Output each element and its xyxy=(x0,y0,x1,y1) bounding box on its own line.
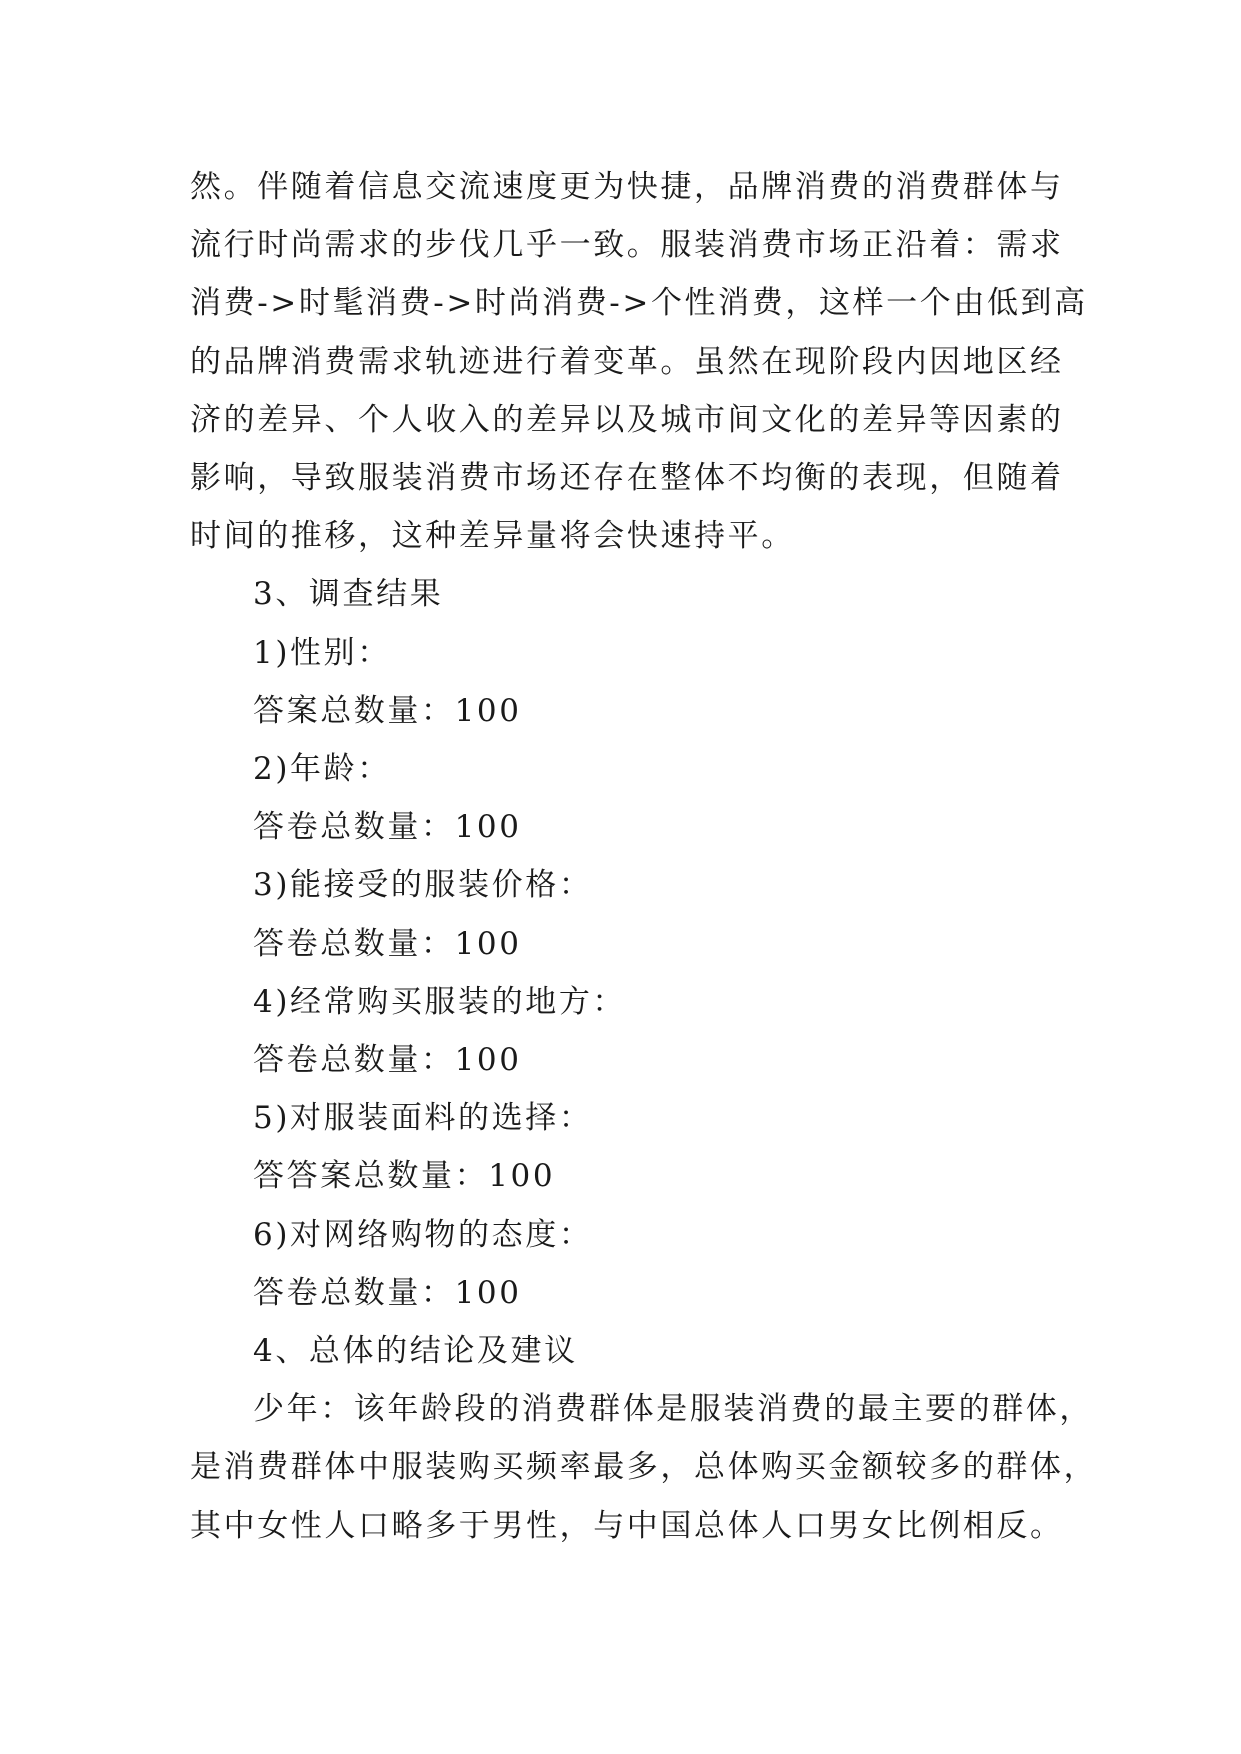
survey-question-price: 3)能接受的服装价格： xyxy=(253,867,593,904)
text-line: 济的差异、个人收入的差异以及城市间文化的差异等因素的 xyxy=(190,401,1064,438)
text-line: 是消费群体中服装购买频率最多，总体购买金额较多的群体， xyxy=(190,1449,1098,1486)
survey-answer-count: 答卷总数量：100 xyxy=(253,809,522,846)
conclusion-paragraph xyxy=(190,1380,1098,1555)
text-line: 然。伴随着信息交流速度更为快捷，品牌消费的消费群体与 xyxy=(190,169,1064,205)
survey-question-age: 2)年龄： xyxy=(253,751,391,788)
text-line: 少年：该年龄段的消费群体是服装消费的最主要的群体， xyxy=(253,1391,1093,1428)
intro-paragraph xyxy=(190,158,1088,565)
survey-answer-count: 答案总数量：100 xyxy=(253,692,522,729)
text-line: 时间的推移，这种差异量将会快速持平。 xyxy=(190,518,795,555)
survey-question-gender: 1)性别： xyxy=(253,634,391,671)
survey-question-online-shopping: 6)对网络购物的态度： xyxy=(253,1216,593,1253)
survey-answer-count: 答卷总数量：100 xyxy=(253,925,522,962)
survey-question-fabric: 5)对服装面料的选择： xyxy=(253,1100,593,1137)
text-line: 其中女性人口略多于男性，与中国总体人口男女比例相反。 xyxy=(190,1507,1064,1544)
text-line: 的品牌消费需求轨迹进行着变革。虽然在现阶段内因地区经 xyxy=(190,343,1064,380)
survey-question-purchase-place: 4)经常购买服装的地方： xyxy=(253,983,627,1020)
document-body xyxy=(190,158,1098,1555)
survey-answer-count: 答卷总数量：100 xyxy=(253,1274,522,1311)
section-heading-survey-results: 3、调查结果 xyxy=(253,576,444,613)
text-line: 影响，导致服装消费市场还存在整体不均衡的表现，但随着 xyxy=(190,460,1064,497)
text-line: 消费->时髦消费->时尚消费->个性消费，这样一个由低到高 xyxy=(190,285,1088,322)
survey-answer-count: 答卷总数量：100 xyxy=(253,1042,522,1079)
section-heading-conclusions: 4、总体的结论及建议 xyxy=(253,1333,578,1370)
survey-answer-count: 答答案总数量：100 xyxy=(253,1158,556,1195)
text-line: 流行时尚需求的步伐几乎一致。服装消费市场正沿着：需求 xyxy=(190,227,1064,264)
